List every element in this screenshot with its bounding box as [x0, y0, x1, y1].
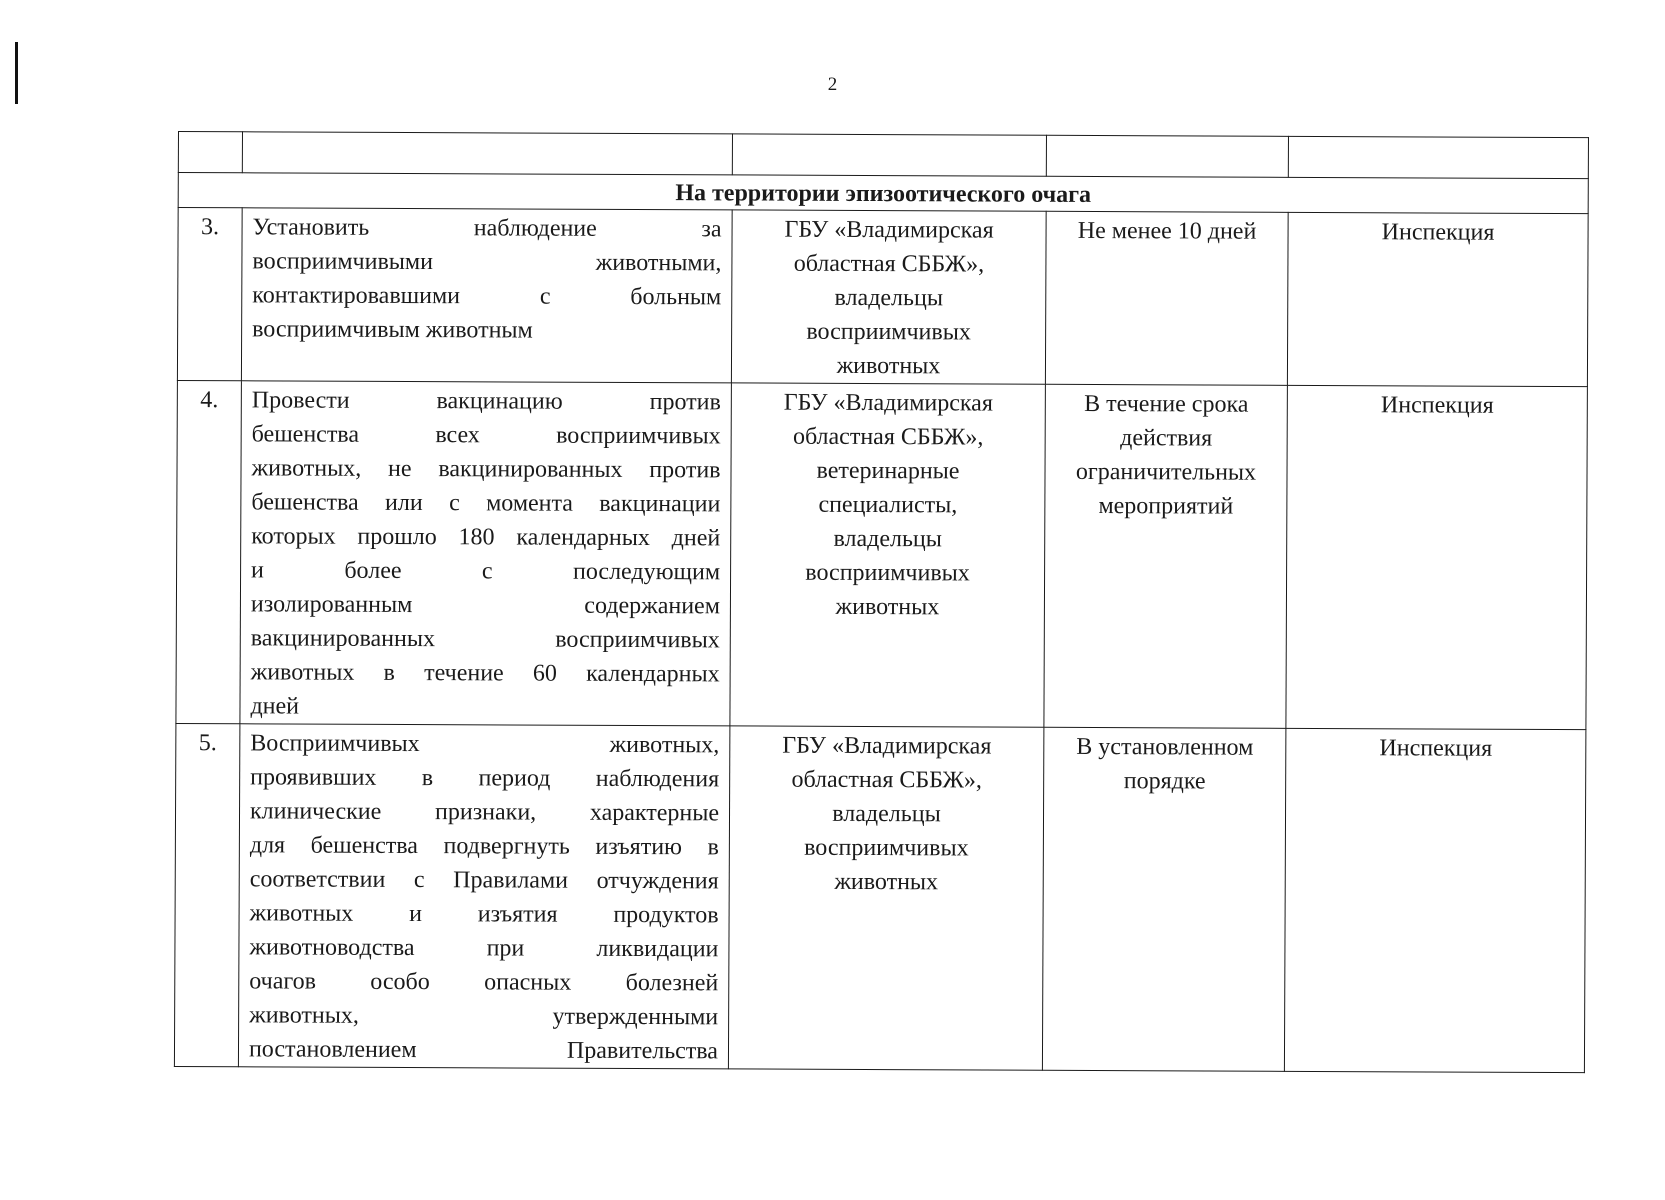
measure-line: животноводства при ликвидации — [249, 934, 719, 963]
executor-line: владельцы — [833, 525, 942, 553]
table-row — [176, 380, 1587, 729]
measure-line: восприимчивыми животными, — [252, 248, 722, 277]
executor-line: областная СББЖ», — [791, 766, 982, 794]
executor-line: животных — [836, 352, 941, 380]
header-cell — [1046, 135, 1288, 177]
control-text: Инспекция — [1287, 212, 1588, 386]
executor-text — [730, 383, 1045, 727]
table-row — [174, 723, 1585, 1072]
measure-line: восприимчивым животным — [252, 316, 533, 344]
term-text — [1045, 211, 1288, 385]
term-line: Не менее 10 дней — [1077, 217, 1257, 245]
term-line: В установленном — [1076, 733, 1254, 761]
measure-line: проявивших в период наблюдения — [250, 764, 720, 793]
executor-line: специалисты, — [818, 491, 958, 519]
executor-line: ГБУ «Владимирская — [784, 216, 994, 244]
row-number: 4. — [176, 380, 241, 723]
term-line: порядке — [1123, 768, 1206, 795]
measure-line: бешенства всех восприимчивых — [251, 421, 721, 450]
table-row — [177, 208, 1588, 387]
measure-text — [238, 724, 729, 1069]
measure-line: очагов особо опасных болезней — [249, 968, 719, 997]
executor-text — [731, 210, 1046, 384]
measure-line: вакцинированных восприимчивых — [250, 625, 720, 654]
measure-line: контактировавшими с больным — [252, 282, 722, 311]
measure-line: клинические признаки, характерные — [249, 798, 720, 827]
measure-line: бешенства или с момента вакцинации — [251, 489, 721, 518]
measure-line: для бешенства подвергнуть изъятию в — [249, 832, 719, 861]
measure-line: и более с последующим — [251, 557, 721, 586]
executor-line: восприимчивых — [806, 318, 971, 346]
executor-line: областная СББЖ», — [792, 423, 984, 451]
control-text: Инспекция — [1284, 728, 1585, 1072]
executor-line: животных — [835, 593, 940, 621]
measure-line: постановлением Правительства — [248, 1036, 719, 1065]
control-text: Инспекция — [1286, 385, 1587, 729]
executor-line: владельцы — [834, 284, 944, 312]
header-cell — [178, 132, 242, 173]
executor-line: восприимчивых — [805, 559, 970, 587]
header-cell — [242, 132, 732, 175]
measure-text — [241, 208, 732, 383]
section-title: На территории эпизоотического очага — [178, 173, 1588, 214]
executor-line: ГБУ «Владимирская — [783, 389, 993, 417]
measure-line: которых прошло 180 календарных дней — [251, 523, 721, 552]
page-number: 2 — [827, 74, 838, 95]
term-line: мероприятий — [1098, 493, 1234, 520]
measure-line: Установить наблюдение за — [252, 214, 722, 243]
executor-line: восприимчивых — [804, 834, 969, 862]
term-text — [1044, 384, 1287, 728]
table-header-row — [178, 132, 1588, 179]
term-text — [1042, 727, 1285, 1071]
executor-line: областная СББЖ», — [793, 250, 985, 278]
executor-line: животных — [834, 868, 939, 896]
measure-line: животных в течение 60 календарных — [250, 659, 720, 688]
measure-line: Провести вакцинацию против — [251, 387, 721, 416]
executor-line: ветеринарные — [816, 457, 960, 485]
measure-line: соответствии с Правилами отчуждения — [249, 866, 719, 895]
measure-line: животных и изъятия продуктов — [249, 900, 719, 929]
measure-text — [240, 381, 731, 726]
row-number: 5. — [174, 723, 239, 1066]
measure-line: животных, не вакцинированных против — [251, 455, 721, 484]
header-cell — [1288, 136, 1588, 178]
measure-line: дней — [250, 693, 300, 720]
term-line: действия — [1120, 425, 1213, 452]
measures-table — [174, 131, 1589, 1073]
term-line: В течение срока — [1084, 390, 1249, 418]
term-line: ограничительных — [1075, 458, 1257, 486]
measure-line: Восприимчивых животных, — [250, 730, 720, 759]
measure-line: изолированным содержанием — [250, 591, 720, 620]
executor-line: владельцы — [832, 800, 941, 828]
row-number: 3. — [177, 208, 242, 381]
executor-text — [728, 726, 1043, 1070]
executor-line: ГБУ «Владимирская — [782, 732, 992, 760]
header-cell — [732, 134, 1046, 176]
measure-line: животных, утвержденными — [249, 1002, 719, 1031]
